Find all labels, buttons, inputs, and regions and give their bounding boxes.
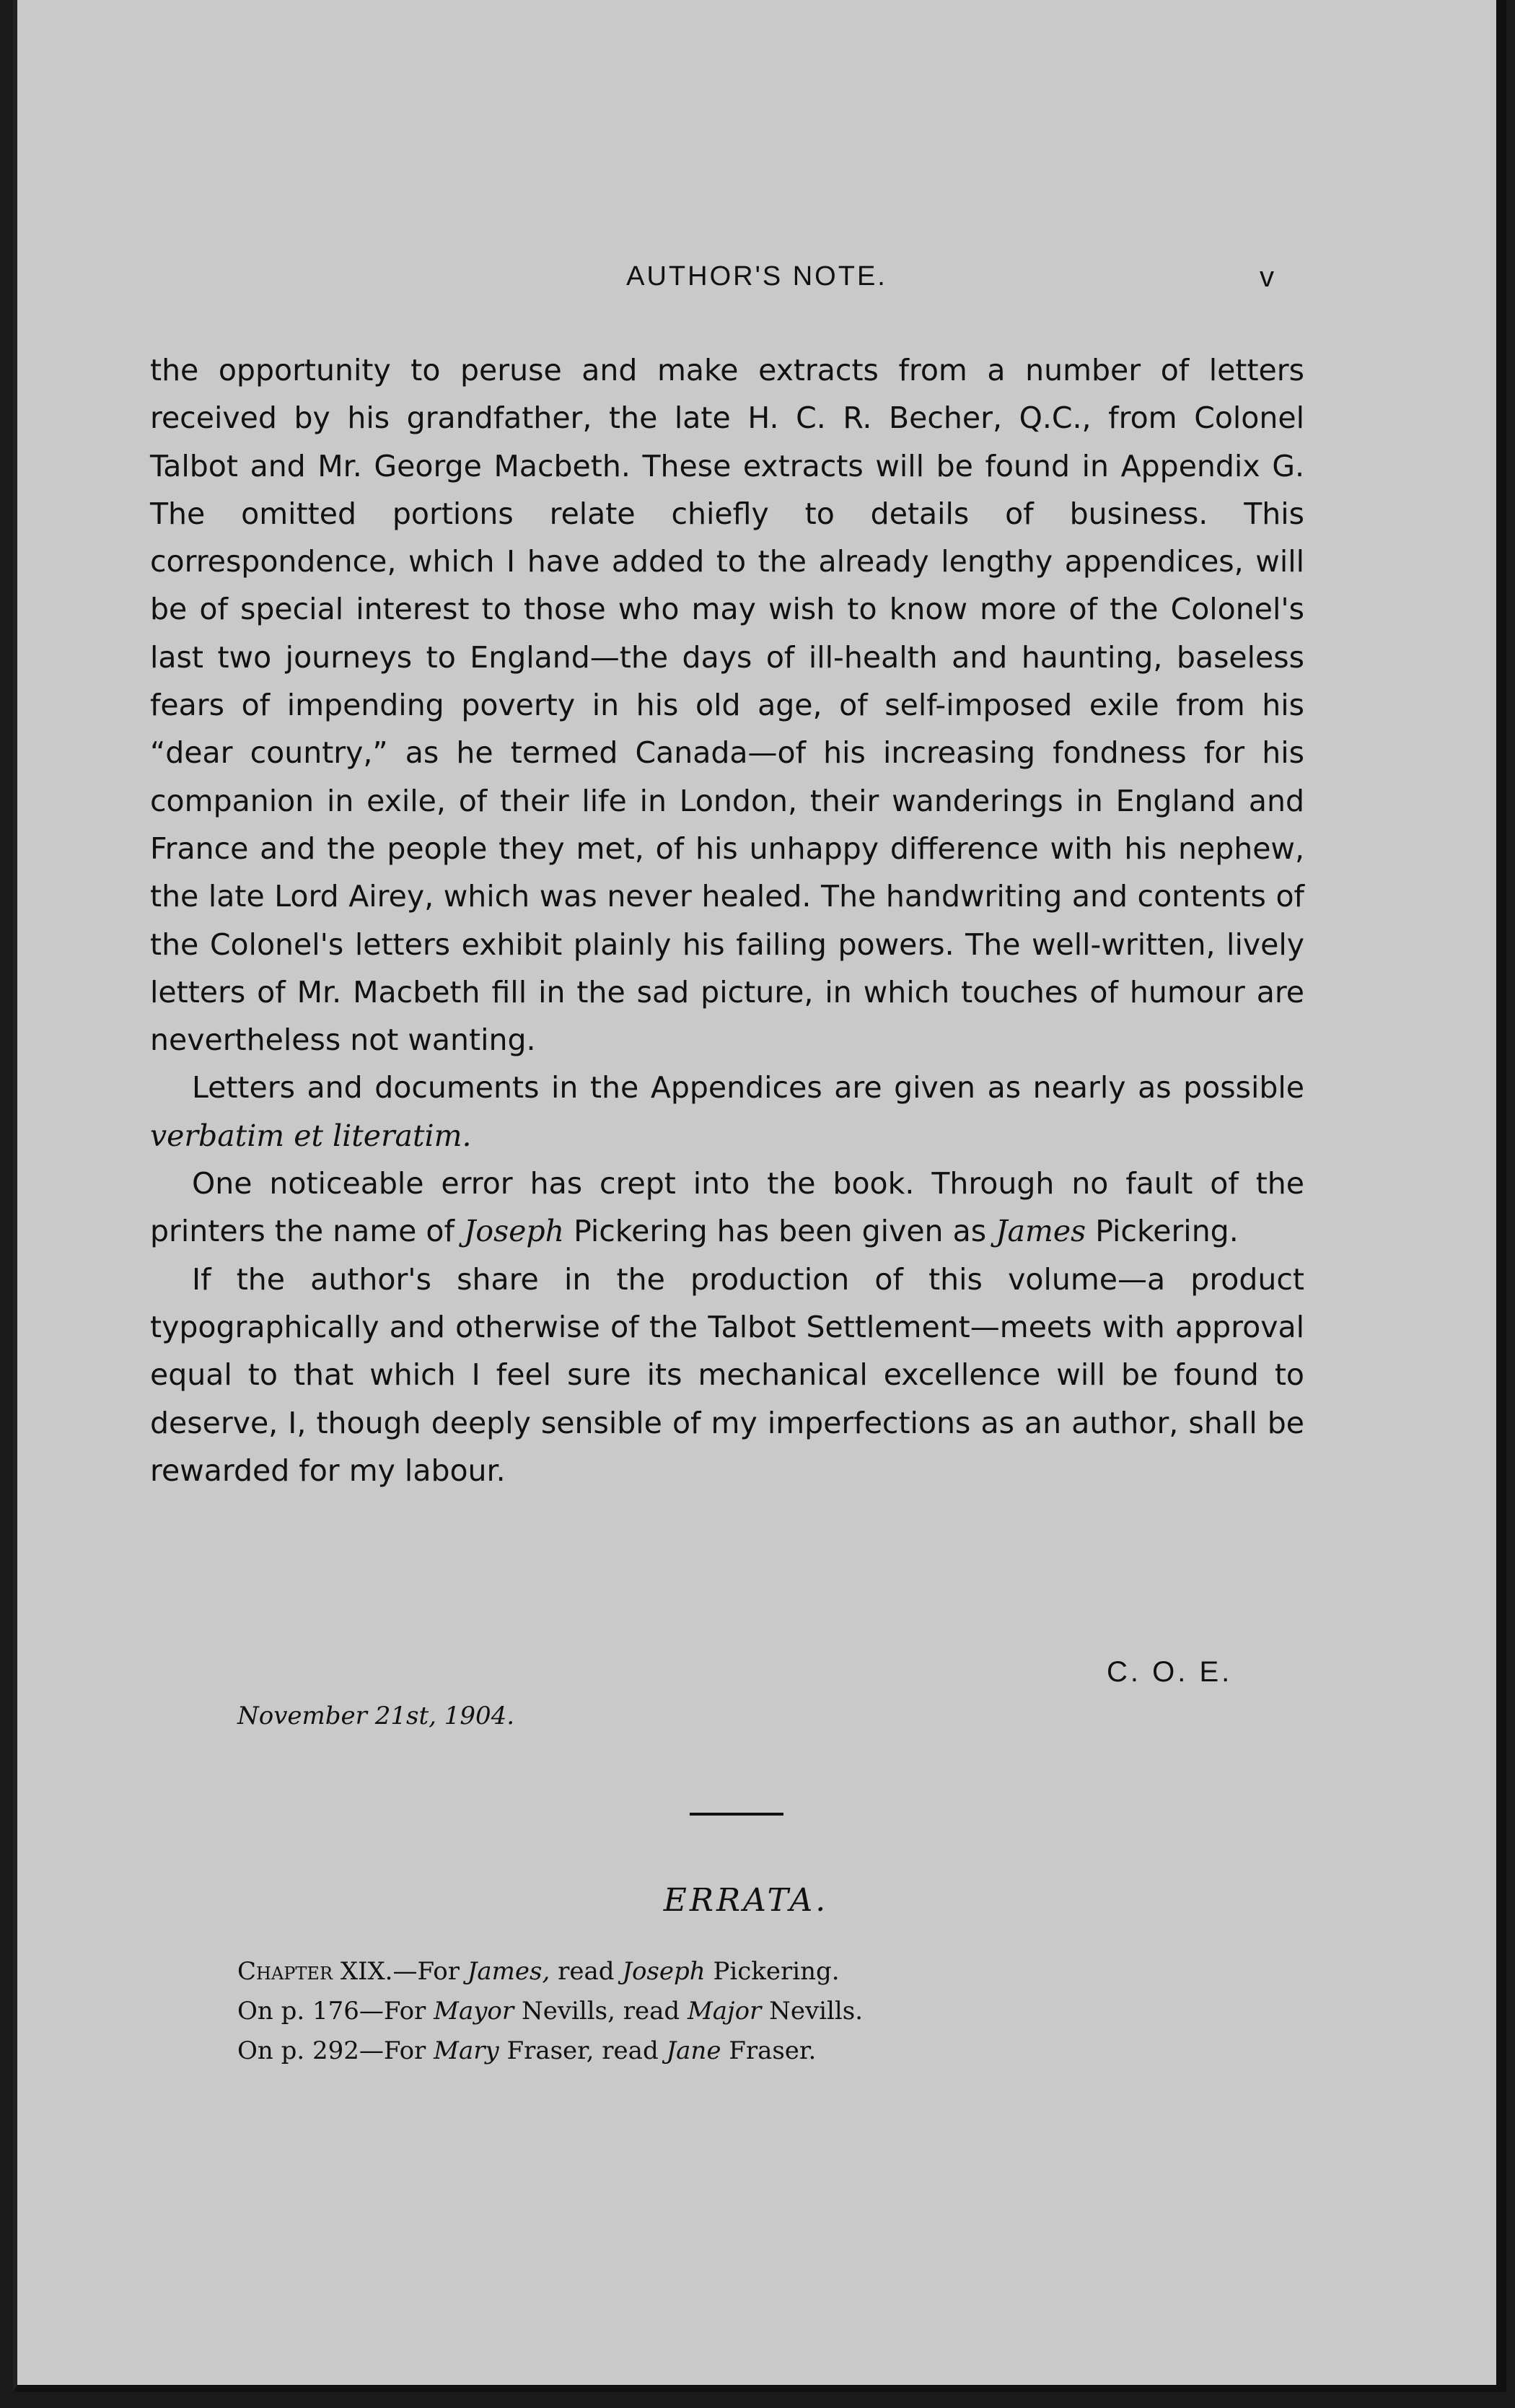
text-run: read	[550, 1957, 623, 1986]
text-run: Pickering has been given as	[564, 1214, 996, 1249]
text-run: Pickering.	[705, 1957, 840, 1986]
errata-item	[237, 2031, 863, 2071]
text-run: One noticeable error has crept into the book. Through no fault of the printers the name of	[150, 1166, 1304, 1249]
text-run: XIX.—For	[333, 1957, 467, 1986]
italic-text: verbatim et literatim.	[150, 1118, 472, 1153]
errata-title: ERRATA.	[663, 1882, 829, 1919]
italic-text: Joseph	[463, 1214, 565, 1249]
italic-text: Mayor	[434, 1997, 514, 2026]
text-run: On p. 292—For	[237, 2036, 434, 2065]
text-run: Letters and documents in the Appendices are given as nearly as possible	[192, 1070, 1304, 1106]
body-text	[150, 346, 1304, 1494]
paragraph	[150, 1064, 1304, 1160]
note-date: November 21st, 1904.	[237, 1702, 515, 1730]
text-run: If the author's share in the production of this volume—a product typographically and otherwise of the Talbot Settlement—meets with approval equal to that which I feel sure its mechanical excellence will be found to deserve, I, though deeply sensible of my imperfections as an author, shall be rewarded for my labour.	[150, 1261, 1304, 1488]
errata-item	[237, 1952, 863, 1992]
text-run: the opportunity to peruse and make extracts from a number of letters received by his grandfather, the late H. C. R. Becher, Q.C., from Colonel Talbot and Mr. George Macbeth. These extracts will be found in Appendix G. The omitted portions relate chiefly to details of business. This correspondence, which I have added to the already lengthy appendices, will be of special interest to those who may wish to know more of the Colonel's last two journeys to England—the days of ill-health and haunting, baseless fears of impending poverty in his old age, of self-imposed exile from his “dear country,” as he termed Canada—of his increasing fondness for his companion in exile, of their life in London, their wanderings in England and France and the people they met, of his unhappy difference with his nephew, the late Lord Airey, which was never healed. The handwriting and contents of the Colonel's letters exhibit plainly his failing powers. The well-written, lively letters of Mr. Macbeth fill in the sad picture, in which touches of humour are nevertheless not wanting.	[150, 353, 1304, 1058]
paragraph	[150, 1160, 1304, 1256]
text-run: On p. 176—For	[237, 1997, 434, 2026]
paragraph	[150, 346, 1304, 1064]
text-run: Fraser, read	[499, 2036, 667, 2065]
text-run: Chapter	[237, 1957, 333, 1986]
text-run: Nevills, read	[514, 1997, 688, 2026]
italic-text: Major	[687, 1997, 762, 2026]
text-run: Nevills.	[761, 1997, 864, 2026]
author-signature: C. O. E.	[1107, 1656, 1233, 1688]
page-number: v	[1260, 261, 1274, 293]
italic-text: James,	[467, 1957, 550, 1986]
errata-list	[237, 1952, 863, 2071]
italic-text: Jane	[666, 2036, 721, 2065]
book-page	[13, 0, 1506, 2392]
text-run: Fraser.	[721, 2036, 817, 2065]
text-run: Pickering.	[1086, 1214, 1239, 1249]
running-head	[17, 261, 1496, 305]
italic-text: James	[996, 1214, 1086, 1249]
italic-text: Mary	[434, 2036, 499, 2065]
italic-text: Joseph	[622, 1957, 706, 1986]
errata-item	[237, 1992, 863, 2031]
paragraph	[150, 1256, 1304, 1494]
running-head-title: AUTHOR'S NOTE.	[626, 261, 887, 292]
section-divider-rule	[690, 1813, 783, 1816]
